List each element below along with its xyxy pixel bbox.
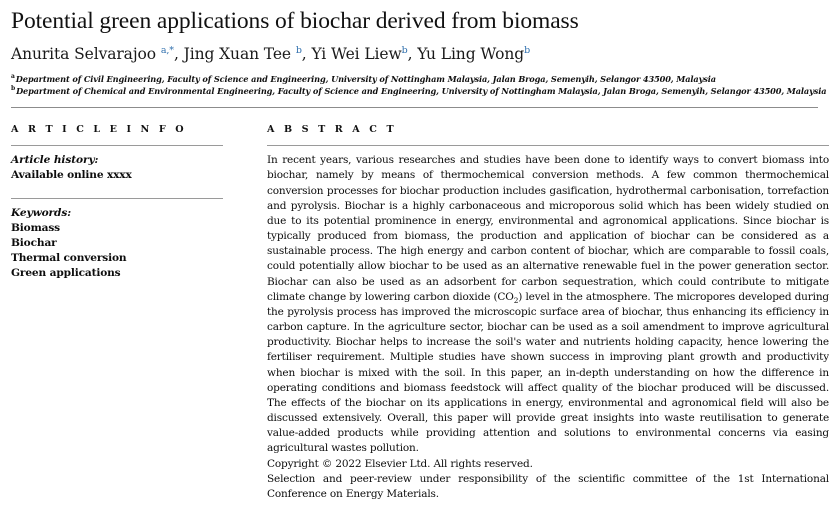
affiliation-marker-a: a xyxy=(11,73,15,81)
affiliation-a xyxy=(11,73,818,85)
header-divider xyxy=(11,107,818,108)
affiliation-list xyxy=(11,73,827,97)
article-history-block xyxy=(11,153,251,183)
article-info-divider-top xyxy=(11,145,223,146)
keywords-list xyxy=(11,221,251,281)
paper-first-page xyxy=(0,8,829,517)
keywords-label: Keywords: xyxy=(11,207,72,220)
keyword-item: Biochar xyxy=(11,237,57,250)
abstract-body xyxy=(267,153,829,502)
affiliation-text-a: Department of Civil Engineering, Faculty of Science and Engineering, University of Nottingham Malaysia, Jalan Broga, Semenyih, Selangor 43500, Malaysia xyxy=(15,73,716,84)
page-title: Potential green applications of biochar derived from biomass xyxy=(11,8,579,34)
author-list: Anurita Selvarajoo $^{a,*}$, Jing Xuan Tee $^b$, Yi Wei Liew$^b$, Yu Ling Wong$^b$ xyxy=(11,45,531,64)
keyword-item: Biomass xyxy=(11,222,60,235)
article-history-label: Article history: xyxy=(11,154,99,167)
affiliation-marker-b: b xyxy=(11,85,16,93)
affiliation-b xyxy=(11,85,827,97)
article-info-column xyxy=(11,124,251,296)
abstract-divider xyxy=(267,145,829,146)
copyright-line: Copyright © 2022 Elsevier Ltd. All rights reserved. xyxy=(267,457,533,470)
peer-review-line: Selection and peer-review under responsibility of the scientific committee of the 1st International Conference on Energy Materials. xyxy=(267,472,829,500)
abstract-column xyxy=(251,124,829,502)
keyword-item: Thermal conversion xyxy=(11,252,127,265)
keyword-item: Green applications xyxy=(11,267,121,280)
article-info-heading: A R T I C L E I N F O xyxy=(11,124,187,136)
article-history-line: Available online xxxx xyxy=(11,169,132,182)
two-column-body xyxy=(11,124,829,502)
affiliation-text-b: Department of Chemical and Environmental Engineering, Faculty of Science and Engineering, University of Nottingham Malaysia, Jalan Broga, Semenyih, Selangor 43500, Malaysia xyxy=(16,86,827,97)
keywords-block xyxy=(11,206,251,281)
abstract-heading: A B S T R A C T xyxy=(267,124,397,136)
abstract-text: In recent years, various researches and studies have been done to identify ways to convert biomass into biochar, namely by means of thermochemical conversion methods. A few common thermochemical conversion processes for biochar production includes gasification, hydrothermal carbonisation, torrefaction and pyrolysis. Biochar is a highly carbonaceous and microporous solid which has been widely studied on due to its potential prominence in energy, environmental and agronomical applications. Since biochar is typically produced from biomass, the production and application of biochar can be considered as a sustainable process. The high energy and carbon content of biochar, which are comparable to fossil coals, could potentially allow biochar to be used as an alternative renewable fuel in the power generation sector. Biochar can also be used as an adsorbent for carbon sequestration, which could contribute to mitigate climate change by lowering carbon dioxide $(CO_2)$ level in the atmosphere. The micropores developed during the pyrolysis process has improved the microscopic surface area of biochar, thus enhancing its efficiency in carbon capture. In the agriculture sector, biochar can be used as a soil amendment to improve agricultural productivity. Biochar helps to increase the soil's water and nutrients holding capacity, hence lowering the fertiliser requirement. Multiple studies have shown success in improving plant growth and productivity when biochar is mixed with the soil. In this paper, an in-depth understanding on how the difference in operating conditions and biomass feedstock will affect quality of the biochar produced will be discussed. The effects of the biochar on its applications in energy, environmental and agronomical field will also be discussed extensively. Overall, this paper will provide great insights into waste reutilisation to generate value-added products while providing attention and solutions to environmental concerns via easing agricultural wastes pollution. xyxy=(267,154,829,455)
keywords-divider xyxy=(11,198,223,199)
